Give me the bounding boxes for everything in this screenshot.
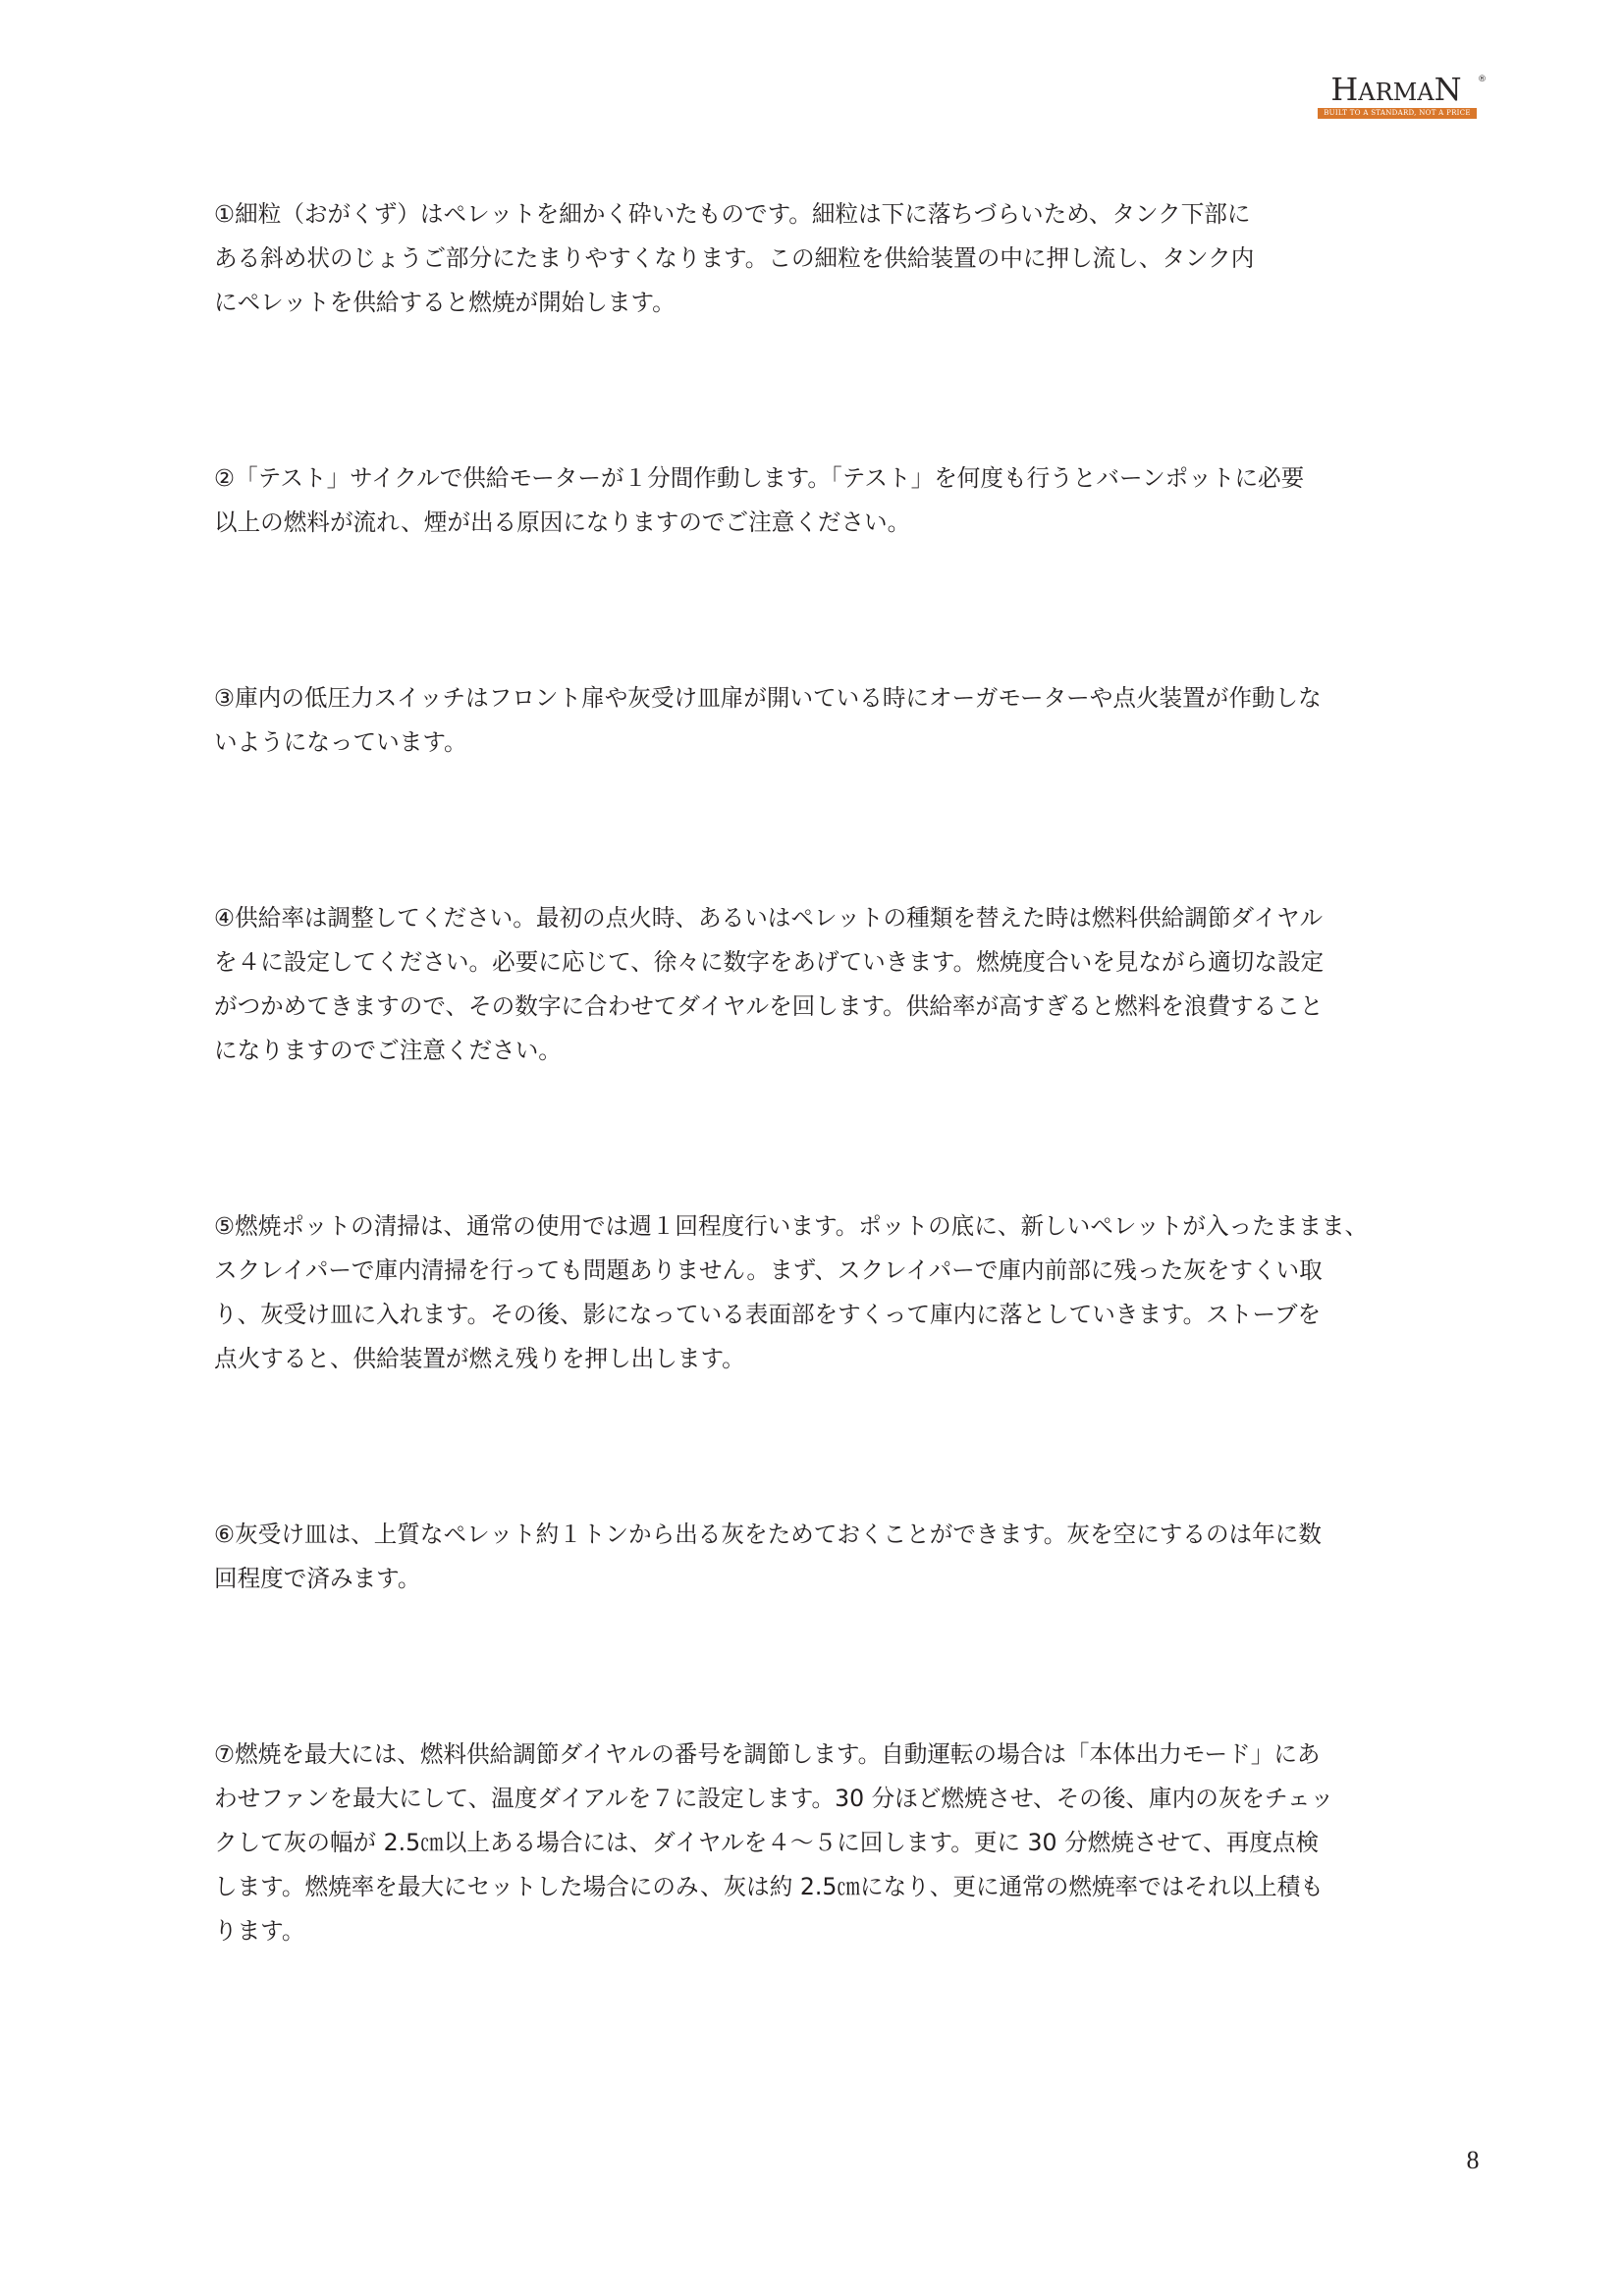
logo-letters-middle: ARMA — [1358, 79, 1435, 106]
paragraph-line: ⑦燃焼を最大には、燃料供給調節ダイヤルの番号を調節します。自動運転の場合は「本体出力モード」にあ — [214, 1740, 1321, 1768]
logo-letter-h: H — [1330, 71, 1359, 108]
paragraph-2 — [214, 456, 1432, 545]
paragraph-6 — [214, 1513, 1432, 1601]
paragraph-line: わせファンを最大にして、温度ダイアルを７に設定します。30 分ほど燃焼させ、その後、庫内の灰をチェッ — [214, 1785, 1334, 1812]
paragraph-line: 以上の燃料が流れ、煙が出る原因になりますのでご注意ください。 — [214, 508, 911, 536]
paragraph-line: 点火すると、供給装置が燃え残りを押し出します。 — [214, 1345, 745, 1372]
paragraph-line: ①細粒（おがくず）はペレットを細かく砕いたものです。細粒は下に落ちづらいため、タンク下部に — [214, 200, 1251, 228]
paragraph-line: スクレイパーで庫内清掃を行っても問題ありません。まず、スクレイパーで庫内前部に残った灰をすくい取 — [214, 1256, 1323, 1284]
paragraph-line: クして灰の幅が 2.5㎝以上ある場合には、ダイヤルを４～５に回します。更に 30 分燃焼させて、再度点検 — [214, 1829, 1320, 1856]
document-body — [214, 192, 1432, 2085]
paragraph-1 — [214, 192, 1432, 325]
paragraph-4 — [214, 896, 1432, 1073]
paragraph-line: ⑥灰受け皿は、上質なペレット約１トンから出る灰をためておくことができます。灰を空にするのは年に数 — [214, 1521, 1322, 1548]
paragraph-line: にペレットを供給すると燃焼が開始します。 — [214, 289, 676, 316]
paragraph-line: ④供給率は調整してください。最初の点火時、あるいはペレットの種類を替えた時は燃料供給調節ダイヤル — [214, 904, 1324, 932]
paragraph-line: します。燃焼率を最大にセットした場合にのみ、灰は約 2.5㎝になり、更に通常の燃焼率ではそれ以上積も — [214, 1873, 1324, 1900]
paragraph-line: を４に設定してください。必要に応じて、徐々に数字をあげていきます。燃焼度合いを見ながら適切な設定 — [214, 948, 1325, 976]
paragraph-line: ⑤燃焼ポットの清掃は、通常の使用では週１回程度行います。ポットの底に、新しいペレットが入ったままま、 — [214, 1212, 1369, 1240]
paragraph-line: ります。 — [214, 1917, 305, 1945]
paragraph-line: り、灰受け皿に入れます。その後、影になっている表面部をすくって庫内に落としていきます。ストーブを — [214, 1301, 1322, 1328]
paragraph-line: ②「テスト」サイクルで供給モーターが１分間作動します。「テスト」を何度も行うとバーンポットに必要 — [214, 464, 1305, 492]
logo-letter-n: N — [1434, 71, 1462, 108]
paragraph-3 — [214, 676, 1432, 765]
paragraph-line: いようになっています。 — [214, 728, 467, 756]
logo-wordmark — [1312, 73, 1481, 109]
page-number: 8 — [1466, 2146, 1480, 2174]
paragraph-line: 回程度で済みます。 — [214, 1565, 421, 1592]
paragraph-line: がつかめてきますので、その数字に合わせてダイヤルを回します。供給率が高すぎると燃料を浪費すること — [214, 992, 1324, 1020]
paragraph-7 — [214, 1733, 1432, 1953]
paragraph-line: ある斜め状のじょうご部分にたまりやすくなります。この細粒を供給装置の中に押し流し、タンク内 — [214, 244, 1255, 272]
harman-logo — [1312, 71, 1487, 122]
registered-mark: ® — [1478, 75, 1487, 84]
paragraph-line: になりますのでご注意ください。 — [214, 1037, 562, 1064]
paragraph-5 — [214, 1204, 1432, 1381]
paragraph-line: ③庫内の低圧力スイッチはフロント扉や灰受け皿扉が開いている時にオーガモーターや点火装置が作動しな — [214, 684, 1322, 712]
logo-tagline: BUILT TO A STANDARD, NOT A PRICE — [1318, 108, 1477, 119]
